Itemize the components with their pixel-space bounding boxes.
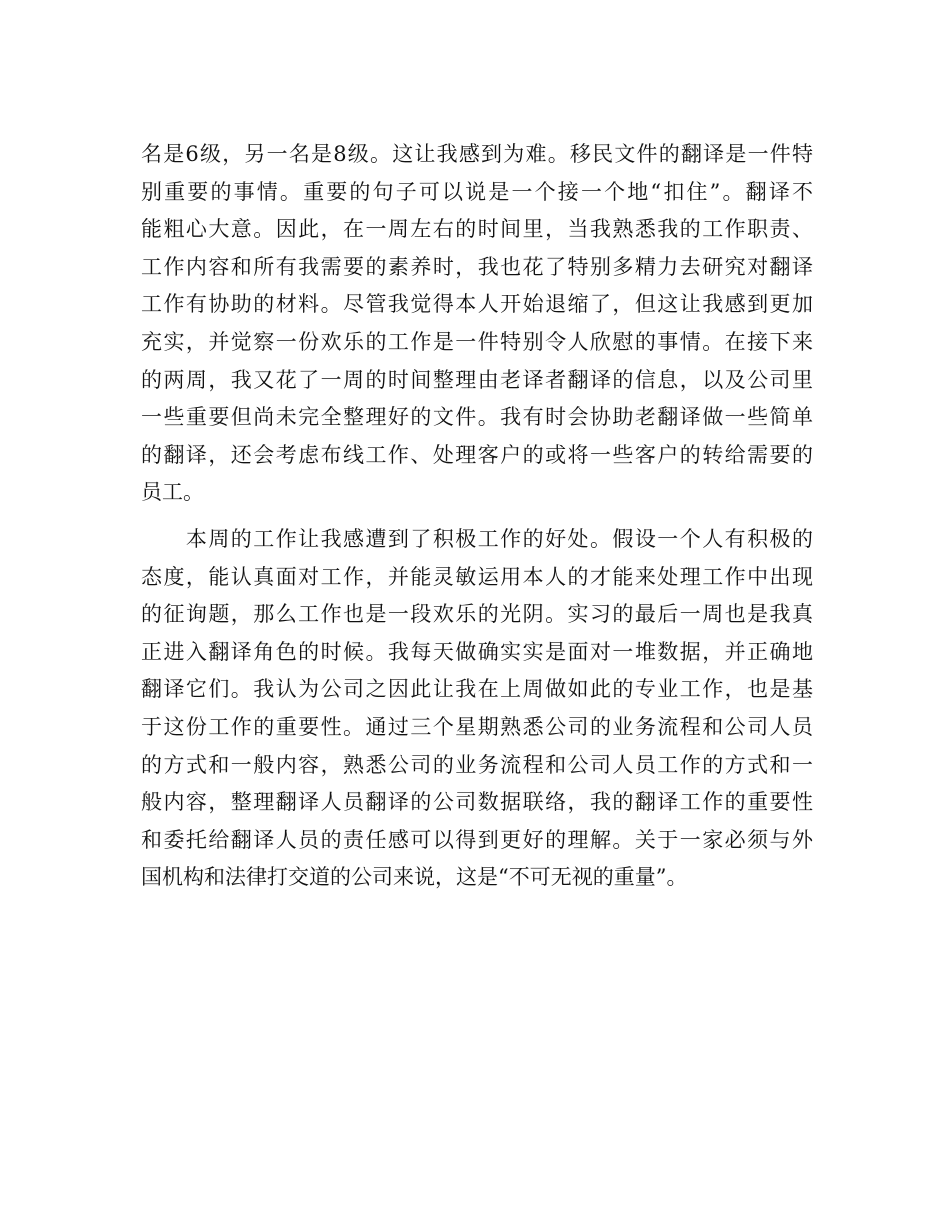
text-line: 的两周，我又花了一周的时间整理由老译者翻译的信息，以及公司里: [141, 367, 813, 392]
text-line: 的方式和一般内容，熟悉公司的业务流程和公司人员工作的方式和一: [141, 752, 813, 777]
text-line: 和委托给翻译人员的责任感可以得到更好的理解。关于一家必须与外: [141, 827, 813, 852]
text-line: 工作内容和所有我需要的素养时，我也花了特别多精力去研究对翻译: [141, 254, 813, 279]
text-line: 国机构和法律打交道的公司来说，这是“不可无视的重量”。: [141, 865, 688, 890]
paragraph-2: [141, 521, 813, 897]
text-line: 别重要的事情。重要的句子可以说是一个接一个地“扣住”。翻译不: [141, 179, 813, 204]
paragraph-spacer: [141, 512, 813, 521]
text-line: 于这份工作的重要性。通过三个星期熟悉公司的业务流程和公司人员: [141, 714, 813, 739]
text-line: 态度，能认真面对工作，并能灵敏运用本人的才能来处理工作中出现: [141, 564, 813, 589]
text-line: 工作有协助的材料。尽管我觉得本人开始退缩了，但这让我感到更加: [141, 292, 813, 317]
text-line: 的征询题，那么工作也是一段欢乐的光阴。实习的最后一周也是我真: [141, 602, 813, 627]
body-text: [141, 136, 813, 897]
text-line: 充实，并觉察一份欢乐的工作是一件特别令人欣慰的事情。在接下来: [141, 329, 813, 354]
text-line: 员工。: [141, 480, 204, 505]
text-line: 的翻译，还会考虑布线工作、处理客户的或将一些客户的转给需要的: [141, 442, 813, 467]
text-line: 正进入翻译角色的时候。我每天做确实实是面对一堆数据，并正确地: [141, 639, 813, 664]
text-line: 能粗心大意。因此，在一周左右的时间里，当我熟悉我的工作职责、: [141, 217, 813, 242]
text-line: 本周的工作让我感遭到了积极工作的好处。假设一个人有积极的: [141, 526, 813, 551]
text-line: 一些重要但尚未完全整理好的文件。我有时会协助老翻译做一些简单: [141, 405, 813, 430]
text-line: 般内容，整理翻译人员翻译的公司数据联络，我的翻译工作的重要性: [141, 790, 813, 815]
paragraph-1: [141, 136, 813, 512]
text-line: 翻译它们。我认为公司之因此让我在上周做如此的专业工作，也是基: [141, 677, 813, 702]
text-line: 名是6级，另一名是8级。这让我感到为难。移民文件的翻译是一件特: [141, 142, 813, 166]
